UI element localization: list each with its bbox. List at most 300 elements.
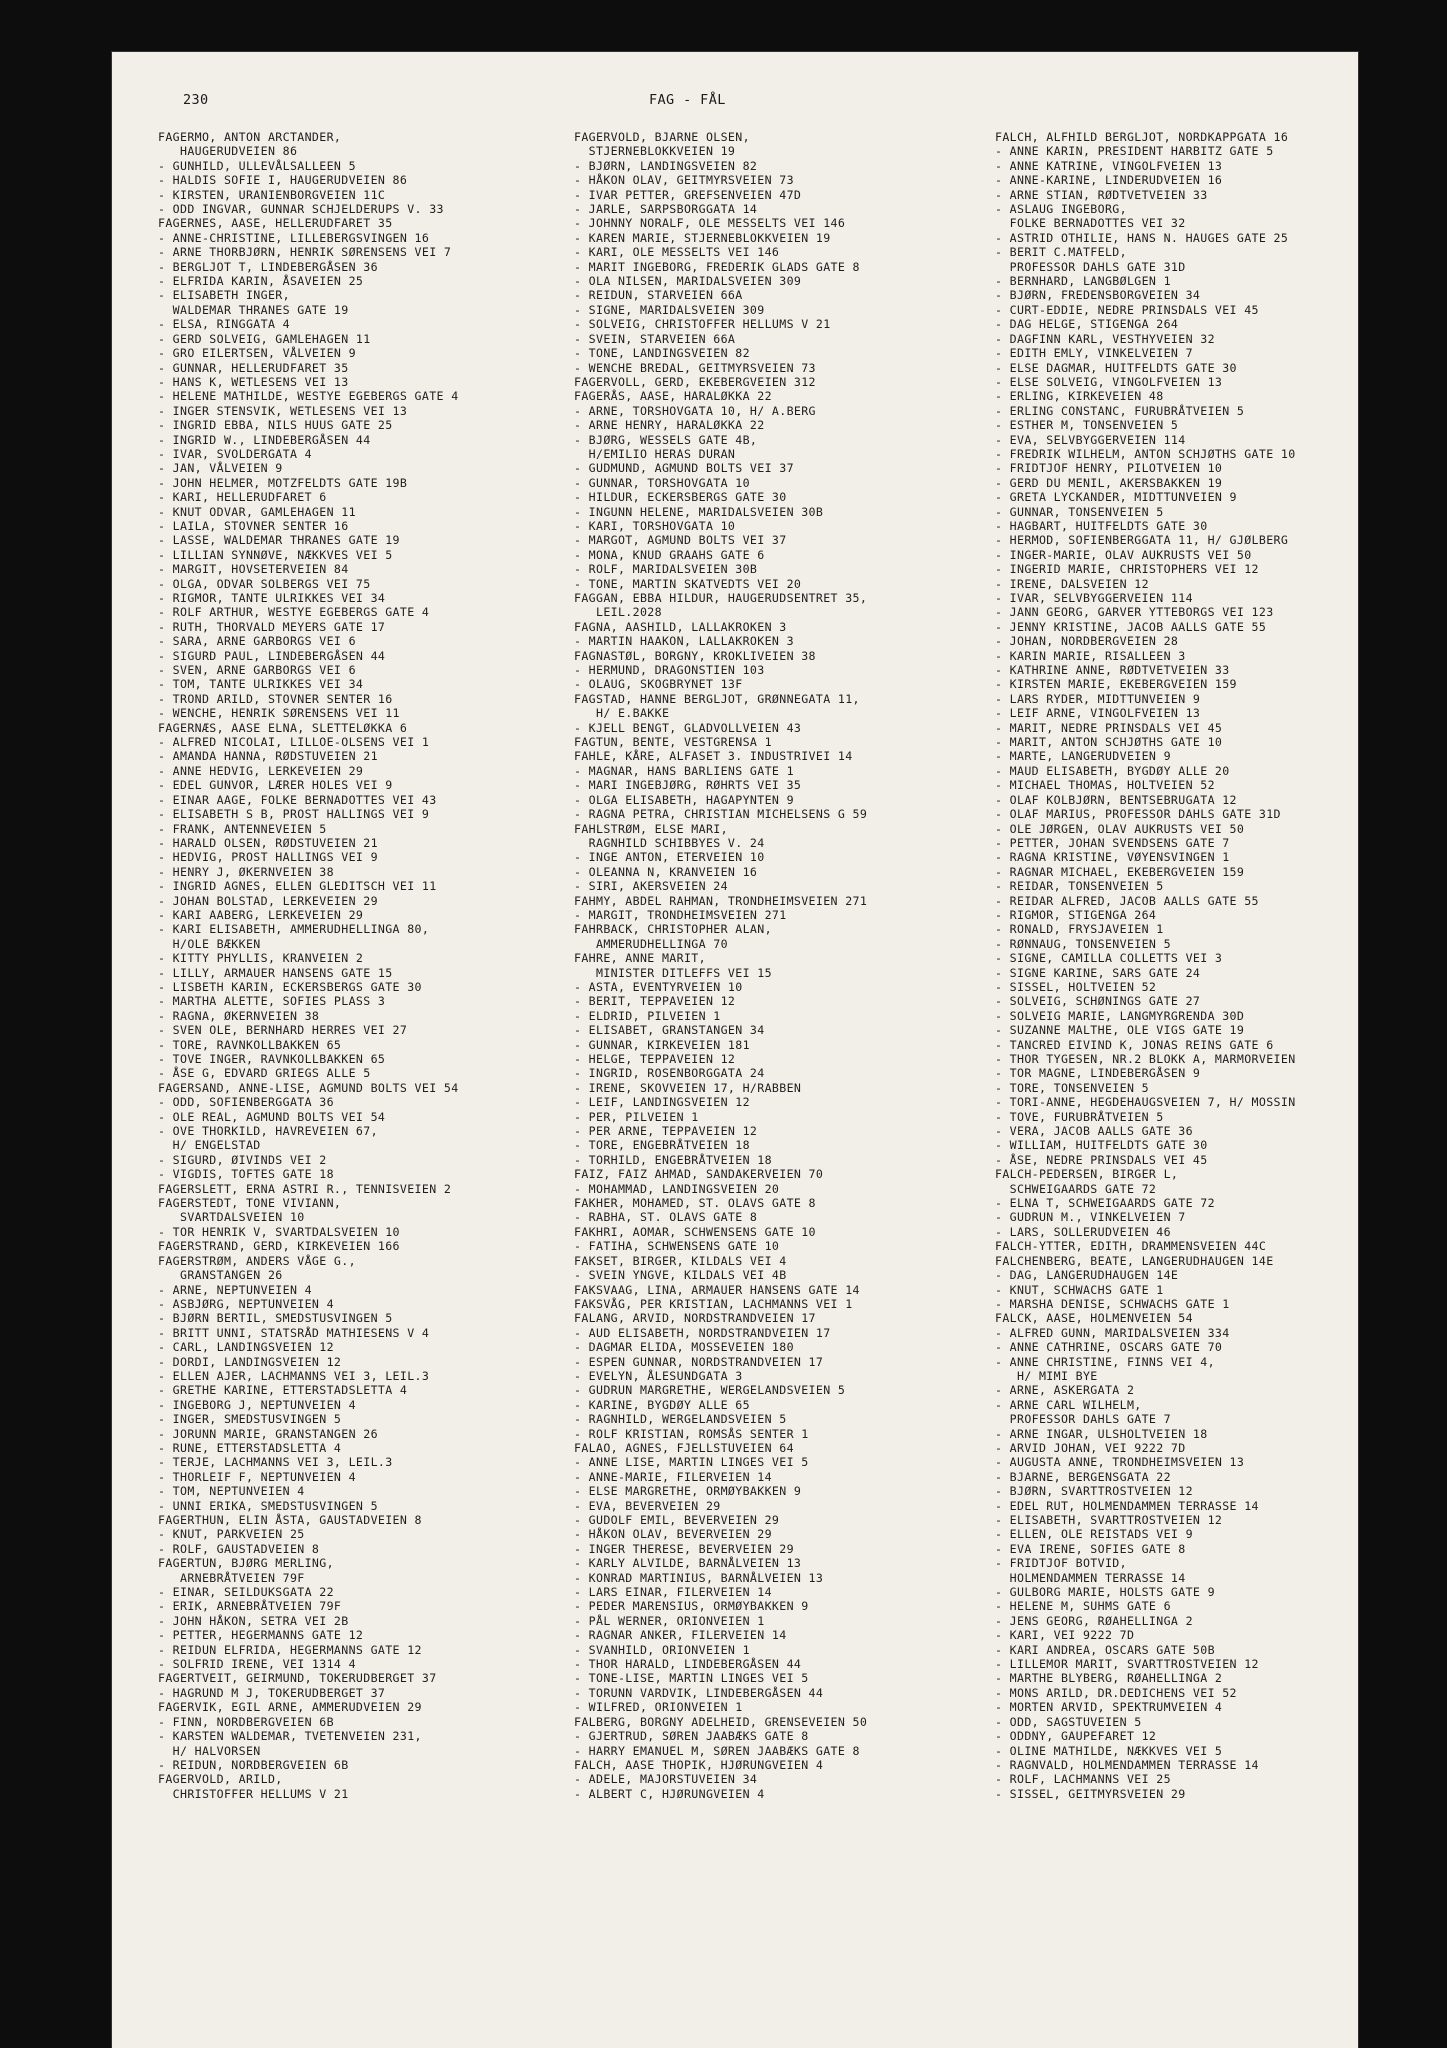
directory-entry-line: - GUDMUND, AGMUND BOLTS VEI 37 (574, 461, 794, 476)
directory-entry-line: - KNUT ODVAR, GAMLEHAGEN 11 (158, 504, 356, 519)
directory-entry-line: FAHLSTRØM, ELSE MARI, (574, 821, 728, 836)
directory-entry-line: - FINN, NORDBERGVEIEN 6B (158, 1714, 334, 1729)
directory-entry-line: - OLGA ELISABETH, HAGAPYNTEN 9 (574, 792, 794, 807)
directory-entry-line: - ASLAUG INGEBORG, (995, 202, 1127, 217)
directory-entry-line: - RAGNVALD, HOLMENDAMMEN TERRASSE 14 (995, 1757, 1259, 1772)
directory-entry-line: - MONS ARILD, DR.DEDICHENS VEI 52 (995, 1685, 1237, 1700)
directory-entry-line: - BJARNE, BERGENSGATA 22 (995, 1469, 1171, 1484)
directory-entry-line: - ROLF ARTHUR, WESTYE EGEBERGS GATE 4 (158, 605, 430, 620)
directory-entry-line: - KARSTEN WALDEMAR, TVETENVEIEN 231, (158, 1729, 422, 1744)
directory-entry-line: - THOR TYGESEN, NR.2 BLOKK A, MARMORVEIEN (995, 1052, 1296, 1066)
directory-entry-line: - ROLF KRISTIAN, ROMSÅS SENTER 1 (574, 1426, 809, 1441)
directory-entry-line: SVARTDALSVEIEN 10 (158, 1210, 305, 1225)
directory-entry-line: - SVEN OLE, BERNHARD HERRES VEI 27 (158, 1023, 408, 1038)
directory-entry-line: - GRETHE KARINE, ETTERSTADSLETTA 4 (158, 1383, 408, 1398)
directory-entry-line: MINISTER DITLEFFS VEI 15 (574, 965, 772, 980)
directory-entry-line: - TORHILD, ENGEBRÅTVEIEN 18 (574, 1152, 772, 1167)
directory-entry-line: - FRIDTJOF BOTVID, (995, 1556, 1127, 1571)
directory-entry-line: - DAG, LANGERUDHAUGEN 14E (995, 1268, 1179, 1283)
directory-entry-line: - SIGURD, ØIVINDS VEI 2 (158, 1152, 327, 1167)
page-number: 230 (183, 92, 209, 108)
directory-entry-line: - KARI ELISABETH, AMMERUDHELLINGA 80, (158, 922, 430, 937)
directory-entry-line: - MARTIN HAAKON, LALLAKROKEN 3 (574, 634, 794, 649)
directory-entry-line: - KARLY ALVILDE, BARNÅLVEIEN 13 (574, 1556, 802, 1571)
directory-entry-line: - JARLE, SARPSBORGGATA 14 (574, 202, 758, 217)
directory-entry-line: - SIRI, AKERSVEIEN 24 (574, 879, 728, 894)
directory-entry-line: - ODD INGVAR, GUNNAR SCHJELDERUPS V. 33 (158, 202, 444, 217)
directory-entry-line: - BERGLJOT T, LINDEBERGÅSEN 36 (158, 259, 378, 274)
directory-entry-line: - INGRID W., LINDEBERGÅSEN 44 (158, 432, 371, 447)
directory-entry-line: - FATIHA, SCHWENSENS GATE 10 (574, 1239, 780, 1254)
directory-entry-line: PROFESSOR DAHLS GATE 31D (995, 259, 1186, 274)
directory-entry-line: - ARNE THORBJØRN, HENRIK SØRENSENS VEI 7 (158, 245, 452, 260)
directory-entry-line: - DORDI, LANDINGSVEIEN 12 (158, 1354, 342, 1369)
directory-entry-line: - BJØRN, FREDENSBORGVEIEN 34 (995, 288, 1201, 303)
directory-entry-line: - MARIT, NEDRE PRINSDALS VEI 45 (995, 720, 1223, 735)
directory-entry-line: - TONE, LANDINGSVEIEN 82 (574, 346, 750, 361)
directory-entry-line: - HÅKON OLAV, BEVERVEIEN 29 (574, 1527, 772, 1542)
directory-entry-line: - EDEL RUT, HOLMENDAMMEN TERRASSE 14 (995, 1498, 1259, 1513)
directory-entry-line: FAGERVOLL, GERD, EKEBERGVEIEN 312 (574, 374, 816, 389)
directory-entry-line: - TORUNN VARDVIK, LINDEBERGÅSEN 44 (574, 1685, 824, 1700)
directory-entry-line: - GUNNAR, KIRKEVEIEN 181 (574, 1037, 750, 1052)
directory-entry-line: - LILLIAN SYNNØVE, NÆKKVES VEI 5 (158, 547, 393, 562)
directory-entry-line: - FREDRIK WILHELM, ANTON SCHJØTHS GATE 10 (995, 446, 1296, 461)
directory-entry-line: - GERD SOLVEIG, GAMLEHAGEN 11 (158, 331, 371, 346)
directory-entry-line: - DAGMAR ELIDA, MOSSEVEIEN 180 (574, 1340, 794, 1355)
directory-entry-line: FAGERTHUN, ELIN ÅSTA, GAUSTADVEIEN 8 (158, 1513, 422, 1527)
directory-entry-line: FALCH, AASE THOPIK, HJØRUNGVEIEN 4 (574, 1757, 824, 1772)
directory-entry-line: - KNUT, SCHWACHS GATE 1 (995, 1282, 1164, 1297)
directory-entry-line: - IRENE, SKOVVEIEN 17, H/RABBEN (574, 1080, 802, 1095)
directory-entry-line: FAKSVAAG, LINA, ARMAUER HANSENS GATE 14 (574, 1282, 860, 1297)
directory-entry-line: - MORTEN ARVID, SPEKTRUMVEIEN 4 (995, 1700, 1223, 1715)
directory-entry-line: H/ HALVORSEN (158, 1743, 261, 1758)
directory-entry-line: - KIRSTEN, URANIENBORGVEIEN 11C (158, 187, 386, 202)
directory-entry-line: FAGERTVEIT, GEIRMUND, TOKERUDBERGET 37 (158, 1671, 437, 1686)
directory-entry-line: - KARI ANDREA, OSCARS GATE 50B (995, 1642, 1215, 1657)
directory-entry-line: - SUZANNE MALTHE, OLE VIGS GATE 19 (995, 1023, 1245, 1038)
directory-entry-line: - SOLVEIG, CHRISTOFFER HELLUMS V 21 (574, 317, 831, 332)
directory-entry-line: GRANSTANGEN 26 (158, 1268, 283, 1283)
directory-entry-line: - BERIT C.MATFELD, (995, 245, 1127, 260)
directory-entry-line: - REIDAR ALFRED, JACOB AALLS GATE 55 (995, 893, 1259, 908)
directory-entry-line: - MONA, KNUD GRAAHS GATE 6 (574, 547, 765, 562)
directory-entry-line: - ROLF, LACHMANNS VEI 25 (995, 1772, 1171, 1787)
directory-entry-line: - TORE, ENGEBRÅTVEIEN 18 (574, 1138, 750, 1153)
directory-entry-line: - KONRAD MARTINIUS, BARNÅLVEIEN 13 (574, 1570, 824, 1585)
directory-entry-line: FAGNASTØL, BORGNY, KROKLIVEIEN 38 (574, 648, 816, 663)
directory-entry-line: - LARS RYDER, MIDTTUNVEIEN 9 (995, 691, 1201, 706)
directory-entry-line: - ANNE KARIN, PRESIDENT HARBITZ GATE 5 (995, 144, 1274, 159)
directory-entry-line: FAGERTUN, BJØRG MERLING, (158, 1556, 334, 1571)
directory-entry-line: - KARI, OLE MESSELTS VEI 146 (574, 245, 780, 260)
directory-entry-line: - TORE, RAVNKOLLBAKKEN 65 (158, 1037, 342, 1052)
directory-entry-line: - RØNNAUG, TONSENVEIEN 5 (995, 936, 1171, 951)
directory-entry-line: - MARTHA ALETTE, SOFIES PLASS 3 (158, 994, 386, 1009)
directory-entry-line: - ÅSE G, EDVARD GRIEGS ALLE 5 (158, 1066, 371, 1081)
directory-entry-line: - TOM, NEPTUNVEIEN 4 (158, 1484, 305, 1499)
directory-entry-line: - HELGE, TEPPAVEIEN 12 (574, 1052, 736, 1066)
directory-entry-line: - GUNHILD, ULLEVÅLSALLEEN 5 (158, 158, 356, 173)
directory-entry-line: - THORLEIF F, NEPTUNVEIEN 4 (158, 1469, 356, 1484)
directory-entry-line: - PER ARNE, TEPPAVEIEN 12 (574, 1124, 758, 1139)
directory-entry-line: FALAO, AGNES, FJELLSTUVEIEN 64 (574, 1440, 794, 1455)
directory-entry-line: FALCH-YTTER, EDITH, DRAMMENSVEIEN 44C (995, 1239, 1267, 1254)
directory-entry-line: FALCH-PEDERSEN, BIRGER L, (995, 1167, 1179, 1182)
directory-entry-line: - INGER, SMEDSTUSVINGEN 5 (158, 1412, 342, 1427)
directory-entry-line: FAHMY, ABDEL RAHMAN, TRONDHEIMSVEIEN 271 (574, 893, 868, 908)
directory-entry-line: H/ ENGELSTAD (158, 1138, 261, 1153)
directory-entry-line: - CURT-EDDIE, NEDRE PRINSDALS VEI 45 (995, 302, 1259, 317)
directory-entry-line: - REIDUN ELFRIDA, HEGERMANNS GATE 12 (158, 1642, 422, 1657)
directory-entry-line: - ELFRIDA KARIN, ÅSAVEIEN 25 (158, 274, 364, 289)
directory-entry-line: - IVAR, SVOLDERGATA 4 (158, 446, 312, 461)
directory-entry-line: - MOHAMMAD, LANDINGSVEIEN 20 (574, 1181, 780, 1196)
directory-entry-line: - EVELYN, ÅLESUNDGATA 3 (574, 1368, 743, 1383)
directory-entry-line: - ASTA, EVENTYRVEIEN 10 (574, 979, 743, 994)
directory-entry-line: - INGER-MARIE, OLAV AUKRUSTS VEI 50 (995, 547, 1252, 562)
directory-entry-line: - GUNNAR, HELLERUDFARET 35 (158, 360, 349, 375)
directory-entry-line: PROFESSOR DAHLS GATE 7 (995, 1412, 1171, 1427)
directory-entry-line: - MAGNAR, HANS BARLIENS GATE 1 (574, 763, 794, 778)
directory-entry-line: - ARNE, NEPTUNVEIEN 4 (158, 1282, 312, 1297)
directory-entry-line: - ANNE CHRISTINE, FINNS VEI 4, (995, 1354, 1215, 1369)
directory-entry-line: FALANG, ARVID, NORDSTRANDVEIEN 17 (574, 1311, 816, 1326)
directory-entry-line: - LEIF, LANDINGSVEIEN 12 (574, 1095, 750, 1110)
directory-entry-line: - JENS GEORG, RØAHELLINGA 2 (995, 1613, 1193, 1628)
directory-entry-line: FAGERSTRAND, GERD, KIRKEVEIEN 166 (158, 1239, 400, 1254)
directory-entry-line: - JOHN HELMER, MOTZFELDTS GATE 19B (158, 475, 408, 490)
directory-entry-line: - RUTH, THORVALD MEYERS GATE 17 (158, 619, 386, 634)
directory-entry-line: - ELNA T, SCHWEIGAARDS GATE 72 (995, 1196, 1215, 1211)
directory-entry-line: - OLE REAL, AGMUND BOLTS VEI 54 (158, 1109, 386, 1124)
directory-entry-line: - LARS EINAR, FILERVEIEN 14 (574, 1585, 772, 1600)
directory-entry-line: - JENNY KRISTINE, JACOB AALLS GATE 55 (995, 619, 1267, 634)
directory-entry-line: FAGERVOLD, ARILD, (158, 1772, 283, 1787)
directory-entry-line: - KIRSTEN MARIE, EKEBERGVEIEN 159 (995, 677, 1237, 692)
directory-entry-line: - GRO EILERTSEN, VÅLVEIEN 9 (158, 346, 356, 361)
directory-entry-line: - REIDAR, TONSENVEIEN 5 (995, 879, 1164, 894)
directory-entry-line: - MARTE, LANGERUDVEIEN 9 (995, 749, 1171, 764)
directory-entry-line: - INGEBORG J, NEPTUNVEIEN 4 (158, 1397, 356, 1412)
directory-entry-line: - TOR HENRIK V, SVARTDALSVEIEN 10 (158, 1224, 400, 1239)
directory-entry-line: - EDITH EMLY, VINKELVEIEN 7 (995, 346, 1193, 361)
directory-entry-line: LEIL.2028 (574, 605, 662, 620)
directory-entry-line: - OLINE MATHILDE, NÆKKVES VEI 5 (995, 1743, 1223, 1758)
directory-entry-line: - EINAR AAGE, FOLKE BERNADOTTES VEI 43 (158, 792, 437, 807)
directory-entry-line: - KITTY PHYLLIS, KRANVEIEN 2 (158, 951, 364, 966)
directory-entry-line: - RAGNA, ØKERNVEIEN 38 (158, 1008, 320, 1023)
directory-entry-line: - TOR MAGNE, LINDEBERGÅSEN 9 (995, 1066, 1201, 1081)
directory-entry-line: - GJERTRUD, SØREN JAABÆKS GATE 8 (574, 1729, 809, 1744)
directory-entry-line: - ODD, SOFIENBERGGATA 36 (158, 1095, 334, 1110)
directory-entry-line: - SVANHILD, ORIONVEIEN 1 (574, 1642, 750, 1657)
directory-entry-line: - INGER THERESE, BEVERVEIEN 29 (574, 1541, 794, 1556)
directory-entry-line: - BJØRG, WESSELS GATE 4B, (574, 432, 758, 447)
directory-entry-line: - ALFRED NICOLAI, LILLOE-OLSENS VEI 1 (158, 735, 430, 750)
directory-entry-line: FAGERSLETT, ERNA ASTRI R., TENNISVEIEN 2 (158, 1181, 452, 1196)
directory-entry-line: FALCK, AASE, HOLMENVEIEN 54 (995, 1311, 1193, 1326)
directory-entry-line: - SOLFRID IRENE, VEI 1314 4 (158, 1657, 356, 1672)
directory-entry-line: - ARNE, ASKERGATA 2 (995, 1383, 1135, 1398)
directory-page (112, 52, 1358, 2048)
directory-entry-line: - JORUNN MARIE, GRANSTANGEN 26 (158, 1426, 378, 1441)
directory-entry-line: - HAGRUND M J, TOKERUDBERGET 37 (158, 1685, 386, 1700)
directory-entry-line: - KARINE, BYGDØY ALLE 65 (574, 1397, 750, 1412)
directory-entry-line: - TONE, MARTIN SKATVEDTS VEI 20 (574, 576, 802, 591)
directory-entry-line: - BRITT UNNI, STATSRÅD MATHIESENS V 4 (158, 1325, 430, 1340)
directory-entry-line: - ERLING, KIRKEVEIEN 48 (995, 389, 1164, 404)
directory-entry-line: - EVA, BEVERVEIEN 29 (574, 1498, 721, 1513)
directory-entry-line: - IVAR, SELVBYGGERVEIEN 114 (995, 591, 1193, 605)
directory-entry-line: FALCH, ALFHILD BERGLJOT, NORDKAPPGATA 16 (995, 130, 1289, 144)
directory-entry-line: - SIGNE, CAMILLA COLLETTS VEI 3 (995, 951, 1223, 966)
page-range-header: FAG - FÅL (649, 92, 726, 108)
directory-entry-line: - AMANDA HANNA, RØDSTUVEIEN 21 (158, 749, 378, 764)
directory-entry-line: - ELLEN AJER, LACHMANNS VEI 3, LEIL.3 (158, 1368, 430, 1383)
directory-entry-line: - ARNE CARL WILHELM, (995, 1397, 1142, 1412)
directory-entry-line: - VERA, JACOB AALLS GATE 36 (995, 1124, 1193, 1139)
directory-entry-line: - ESPEN GUNNAR, NORDSTRANDVEIEN 17 (574, 1354, 824, 1369)
directory-entry-line: - EINAR, SEILDUKSGATA 22 (158, 1585, 334, 1600)
directory-entry-line: - ARVID JOHAN, VEI 9222 7D (995, 1440, 1186, 1455)
directory-entry-line: FAGERSTRØM, ANDERS VÅGE G., (158, 1253, 356, 1268)
directory-entry-line: - TOVE, FURUBRÅTVEIEN 5 (995, 1109, 1164, 1124)
directory-entry-line: - INGERID MARIE, CHRISTOPHERS VEI 12 (995, 562, 1259, 577)
directory-entry-line: - HARALD OLSEN, RØDSTUVEIEN 21 (158, 835, 378, 850)
directory-entry-line: - RONALD, FRYSJAVEIEN 1 (995, 922, 1164, 937)
directory-entry-line: - ALFRED GUNN, MARIDALSVEIEN 334 (995, 1325, 1230, 1340)
directory-entry-line: FAIZ, FAIZ AHMAD, SANDAKERVEIEN 70 (574, 1167, 824, 1182)
directory-entry-line: - LASSE, WALDEMAR THRANES GATE 19 (158, 533, 400, 548)
directory-entry-line: - SISSEL, GEITMYRSVEIEN 29 (995, 1786, 1186, 1801)
directory-entry-line: - GULBORG MARIE, HOLSTS GATE 9 (995, 1585, 1215, 1600)
directory-entry-line: FAGERMO, ANTON ARCTANDER, (158, 130, 342, 144)
directory-entry-line: - LAILA, STOVNER SENTER 16 (158, 518, 349, 533)
directory-entry-line: - ESTHER M, TONSENVEIEN 5 (995, 418, 1179, 433)
directory-entry-line: - KARIN MARIE, RISALLEEN 3 (995, 648, 1186, 663)
directory-entry-line: - RAGNHILD, WERGELANDSVEIEN 5 (574, 1412, 787, 1427)
directory-entry-line: - SOLVEIG MARIE, LANGMYRGRENDA 30D (995, 1008, 1245, 1023)
directory-entry-line: - RIGMOR, STIGENGA 264 (995, 907, 1157, 922)
directory-entry-line: - SOLVEIG, SCHØNINGS GATE 27 (995, 994, 1201, 1009)
directory-entry-line: FALBERG, BORGNY ADELHEID, GRENSEVEIEN 50 (574, 1714, 868, 1729)
directory-entry-line: - ERLING CONSTANC, FURUBRÅTVEIEN 5 (995, 403, 1245, 418)
directory-entry-line: - TOVE INGER, RAVNKOLLBAKKEN 65 (158, 1052, 386, 1066)
directory-entry-line: - PETTER, JOHAN SVENDSENS GATE 7 (995, 835, 1230, 850)
directory-entry-line: - SISSEL, HOLTVEIEN 52 (995, 979, 1157, 994)
directory-entry-line: - JOHAN, NORDBERGVEIEN 28 (995, 634, 1179, 649)
directory-entry-line: - HELENE M, SUHMS GATE 6 (995, 1599, 1171, 1614)
directory-entry-line: - DAGFINN KARL, VESTHYVEIEN 32 (995, 331, 1215, 346)
directory-entry-line: - LILLEMOR MARIT, SVARTTROSTVEIEN 12 (995, 1657, 1259, 1672)
directory-entry-line: FAHRE, ANNE MARIT, (574, 951, 706, 966)
directory-entry-line: - ANNE LISE, MARTIN LINGES VEI 5 (574, 1455, 809, 1470)
directory-entry-line: - WENCHE BREDAL, GEITMYRSVEIEN 73 (574, 360, 816, 375)
directory-entry-line: - WENCHE, HENRIK SØRENSENS VEI 11 (158, 706, 400, 721)
directory-entry-line: - FRIDTJOF HENRY, PILOTVEIEN 10 (995, 461, 1223, 476)
directory-entry-line: - GUDOLF EMIL, BEVERVEIEN 29 (574, 1513, 780, 1527)
directory-entry-line: - OLE JØRGEN, OLAV AUKRUSTS VEI 50 (995, 821, 1245, 836)
directory-entry-line: - HANS K, WETLESENS VEI 13 (158, 374, 349, 389)
directory-entry-line: - TORE, TONSENVEIEN 5 (995, 1080, 1149, 1095)
directory-entry-line: - ANNE-KARINE, LINDERUDVEIEN 16 (995, 173, 1223, 188)
directory-entry-line: H/OLE BÆKKEN (158, 936, 261, 951)
directory-column-3 (995, 130, 1296, 1801)
directory-entry-line: - ÅSE, NEDRE PRINSDALS VEI 45 (995, 1152, 1208, 1167)
directory-entry-line: - MARGIT, HOVSETERVEIEN 84 (158, 562, 349, 577)
directory-entry-line: - KARI, TORSHOVGATA 10 (574, 518, 736, 533)
directory-entry-line: - CARL, LANDINGSVEIEN 12 (158, 1340, 334, 1355)
directory-entry-line: FAKHRI, AOMAR, SCHWENSENS GATE 10 (574, 1224, 816, 1239)
directory-entry-line: - JOHAN BOLSTAD, LERKEVEIEN 29 (158, 893, 378, 908)
directory-entry-line: - RAGNA KRISTINE, VØYENSVINGEN 1 (995, 850, 1230, 865)
directory-entry-line: - TOM, TANTE ULRIKKES VEI 34 (158, 677, 364, 692)
directory-entry-line: FOLKE BERNADOTTES VEI 32 (995, 216, 1186, 231)
directory-entry-line: - SVEIN YNGVE, KILDALS VEI 4B (574, 1268, 787, 1283)
directory-entry-line: - ARNE HENRY, HARALØKKA 22 (574, 418, 765, 433)
directory-entry-line: - HÅKON OLAV, GEITMYRSVEIEN 73 (574, 173, 794, 188)
directory-entry-line: - ELISABET, GRANSTANGEN 34 (574, 1023, 765, 1038)
directory-entry-line: - UNNI ERIKA, SMEDSTUSVINGEN 5 (158, 1498, 378, 1513)
directory-entry-line: - ANNE HEDVIG, LERKEVEIEN 29 (158, 763, 364, 778)
directory-entry-line: - ELISABETH S B, PROST HALLINGS VEI 9 (158, 807, 430, 822)
directory-entry-line: FAKSVÅG, PER KRISTIAN, LACHMANNS VEI 1 (574, 1296, 853, 1311)
directory-entry-line: FAHLE, KÅRE, ALFASET 3. INDUSTRIVEI 14 (574, 749, 853, 764)
directory-column-1 (158, 130, 459, 1801)
directory-entry-line: H/ E.BAKKE (574, 706, 670, 721)
directory-entry-line: - HELENE MATHILDE, WESTYE EGEBERGS GATE 4 (158, 389, 459, 404)
directory-entry-line: - ELISABETH, SVARTTROSTVEIEN 12 (995, 1513, 1223, 1527)
directory-entry-line: - ELSA, RINGGATA 4 (158, 317, 290, 332)
directory-entry-line: - ELISABETH INGER, (158, 288, 290, 303)
directory-entry-line: - ARNE STIAN, RØDTVETVEIEN 33 (995, 187, 1208, 202)
directory-entry-line: - ASBJØRG, NEPTUNVEIEN 4 (158, 1296, 334, 1311)
directory-entry-line: - HENRY J, ØKERNVEIEN 38 (158, 864, 334, 879)
directory-entry-line: - SIGNE KARINE, SARS GATE 24 (995, 965, 1201, 980)
directory-entry-line: FAGERNES, AASE, HELLERUDFARET 35 (158, 216, 393, 231)
directory-entry-line: - ROLF, GAUSTADVEIEN 8 (158, 1541, 320, 1556)
directory-entry-line: - GERD DU MENIL, AKERSBAKKEN 19 (995, 475, 1223, 490)
directory-entry-line: - TANCRED EIVIND K, JONAS REINS GATE 6 (995, 1037, 1274, 1052)
directory-entry-line: - LILLY, ARMAUER HANSENS GATE 15 (158, 965, 393, 980)
directory-entry-line: - ANNE-CHRISTINE, LILLEBERGSVINGEN 16 (158, 230, 430, 245)
directory-entry-line: WALDEMAR THRANES GATE 19 (158, 302, 349, 317)
directory-entry-line: - JOHN HÅKON, SETRA VEI 2B (158, 1613, 349, 1628)
directory-entry-line: - ERIK, ARNEBRÅTVEIEN 79F (158, 1599, 342, 1614)
directory-entry-line: RAGNHILD SCHIBBYES V. 24 (574, 835, 765, 850)
directory-entry-line: - RAGNAR MICHAEL, EKEBERGVEIEN 159 (995, 864, 1245, 879)
directory-entry-line: FAGGAN, EBBA HILDUR, HAUGERUDSENTRET 35, (574, 591, 868, 605)
directory-entry-line: - REIDUN, NORDBERGVEIEN 6B (158, 1757, 349, 1772)
directory-entry-line: - MARSHA DENISE, SCHWACHS GATE 1 (995, 1296, 1230, 1311)
directory-entry-line: - AUD ELISABETH, NORDSTRANDVEIEN 17 (574, 1325, 831, 1340)
directory-entry-line: - JAN, VÅLVEIEN 9 (158, 461, 283, 476)
directory-entry-line: - MARTHE BLYBERG, RØAHELLINGA 2 (995, 1671, 1223, 1686)
directory-entry-line: - MICHAEL THOMAS, HOLTVEIEN 52 (995, 778, 1215, 793)
directory-entry-line: - OLAF KOLBJØRN, BENTSEBRUGATA 12 (995, 792, 1237, 807)
directory-entry-line: - OLAUG, SKOGBRYNET 13F (574, 677, 743, 692)
directory-entry-line: - OLA NILSEN, MARIDALSVEIEN 309 (574, 274, 802, 289)
directory-entry-line: AMMERUDHELLINGA 70 (574, 936, 728, 951)
directory-entry-line: - GUNNAR, TONSENVEIEN 5 (995, 504, 1164, 519)
directory-entry-line: - INGE ANTON, ETERVEIEN 10 (574, 850, 765, 865)
directory-entry-line: - ALBERT C, HJØRUNGVEIEN 4 (574, 1786, 765, 1801)
directory-entry-line: - GUNNAR, TORSHOVGATA 10 (574, 475, 750, 490)
directory-entry-line: - ELLEN, OLE REISTADS VEI 9 (995, 1527, 1193, 1542)
directory-column-2 (574, 130, 867, 1801)
directory-entry-line: - HILDUR, ECKERSBERGS GATE 30 (574, 490, 787, 505)
directory-entry-line: - HERMOD, SOFIENBERGGATA 11, H/ GJØLBERG (995, 533, 1289, 548)
directory-entry-line: - INGER STENSVIK, WETLESENS VEI 13 (158, 403, 408, 418)
directory-entry-line: - MARIT, ANTON SCHJØTHS GATE 10 (995, 735, 1223, 750)
directory-entry-line: - RAGNA PETRA, CHRISTIAN MICHELSENS G 59 (574, 807, 868, 822)
directory-entry-line: FAHRBACK, CHRISTOPHER ALAN, (574, 922, 772, 937)
directory-entry-line: - KARI, HELLERUDFARET 6 (158, 490, 327, 505)
directory-entry-line: - SIGURD PAUL, LINDEBERGÅSEN 44 (158, 648, 386, 663)
directory-entry-line: - MARI INGEBJØRG, RØHRTS VEI 35 (574, 778, 802, 793)
directory-entry-line: - VIGDIS, TOFTES GATE 18 (158, 1167, 334, 1182)
directory-entry-line: - ELSE MARGRETHE, ORMØYBAKKEN 9 (574, 1484, 802, 1499)
directory-entry-line: - HERMUND, DRAGONSTIEN 103 (574, 663, 765, 678)
directory-entry-line: FAGERÅS, AASE, HARALØKKA 22 (574, 389, 772, 404)
directory-entry-line: - ADELE, MAJORSTUVEIEN 34 (574, 1772, 758, 1787)
directory-entry-line: - EVA, SELVBYGGERVEIEN 114 (995, 432, 1186, 447)
directory-entry-line: - ASTRID OTHILIE, HANS N. HAUGES GATE 25 (995, 230, 1289, 245)
directory-entry-line: HOLMENDAMMEN TERRASSE 14 (995, 1570, 1186, 1585)
directory-entry-line: - GRETA LYCKANDER, MIDTTUNVEIEN 9 (995, 490, 1237, 505)
directory-entry-line: - BERNHARD, LANGBØLGEN 1 (995, 274, 1171, 289)
directory-entry-line: - INGRID, ROSENBORGGATA 24 (574, 1066, 765, 1081)
directory-entry-line: - SIGNE, MARIDALSVEIEN 309 (574, 302, 765, 317)
directory-entry-line: - REIDUN, STARVEIEN 66A (574, 288, 743, 303)
directory-entry-line: - TORI-ANNE, HEGDEHAUGSVEIEN 7, H/ MOSSIN (995, 1095, 1296, 1110)
directory-entry-line: - EVA IRENE, SOFIES GATE 8 (995, 1541, 1186, 1556)
directory-entry-line: - HALDIS SOFIE I, HAUGERUDVEIEN 86 (158, 173, 408, 188)
directory-entry-line: STJERNEBLOKKVEIEN 19 (574, 144, 736, 159)
directory-entry-line: - BJØRN, SVARTTROSTVEIEN 12 (995, 1484, 1193, 1499)
directory-entry-line: - KARI, VEI 9222 7D (995, 1628, 1135, 1643)
directory-entry-line: - RUNE, ETTERSTADSLETTA 4 (158, 1440, 342, 1455)
directory-entry-line: FAGERSTEDT, TONE VIVIANN, (158, 1196, 342, 1211)
directory-entry-line: - PER, PILVEIEN 1 (574, 1109, 699, 1124)
directory-entry-line: - MAUD ELISABETH, BYGDØY ALLE 20 (995, 763, 1230, 778)
directory-entry-line: H/ MIMI BYE (995, 1368, 1098, 1383)
directory-entry-line: FAKSET, BIRGER, KILDALS VEI 4 (574, 1253, 787, 1268)
directory-entry-line: - OLGA, ODVAR SOLBERGS VEI 75 (158, 576, 371, 591)
directory-entry-line: FAGERSAND, ANNE-LISE, AGMUND BOLTS VEI 54 (158, 1080, 459, 1095)
directory-entry-line: - LARS, SOLLERUDVEIEN 46 (995, 1224, 1171, 1239)
directory-entry-line: FAGSTAD, HANNE BERGLJOT, GRØNNEGATA 11, (574, 691, 860, 706)
directory-entry-line: FAGTUN, BENTE, VESTGRENSA 1 (574, 735, 772, 750)
directory-entry-line: - WILLIAM, HUITFELDTS GATE 30 (995, 1138, 1208, 1153)
directory-entry-line: - OVE THORKILD, HAVREVEIEN 67, (158, 1124, 378, 1139)
directory-entry-line: - MARGOT, AGMUND BOLTS VEI 37 (574, 533, 787, 548)
directory-entry-line: - KJELL BENGT, GLADVOLLVEIEN 43 (574, 720, 802, 735)
directory-entry-line: - HEDVIG, PROST HALLINGS VEI 9 (158, 850, 378, 865)
directory-entry-line: - ARNE INGAR, ULSHOLTVEIEN 18 (995, 1426, 1208, 1441)
directory-entry-line: FAGNA, AASHILD, LALLAKROKEN 3 (574, 619, 787, 634)
directory-entry-line: - RIGMOR, TANTE ULRIKKES VEI 34 (158, 591, 386, 605)
directory-entry-line: - JOHNNY NORALF, OLE MESSELTS VEI 146 (574, 216, 846, 231)
directory-entry-line: - BERIT, TEPPAVEIEN 12 (574, 994, 736, 1009)
directory-entry-line: - SVEIN, STARVEIEN 66A (574, 331, 736, 346)
directory-entry-line: - MARIT INGEBORG, FREDERIK GLADS GATE 8 (574, 259, 860, 274)
directory-entry-line: - WILFRED, ORIONVEIEN 1 (574, 1700, 743, 1715)
directory-entry-line: - ANNE CATHRINE, OSCARS GATE 70 (995, 1340, 1223, 1355)
directory-entry-line: - OLAF MARIUS, PROFESSOR DAHLS GATE 31D (995, 807, 1281, 822)
